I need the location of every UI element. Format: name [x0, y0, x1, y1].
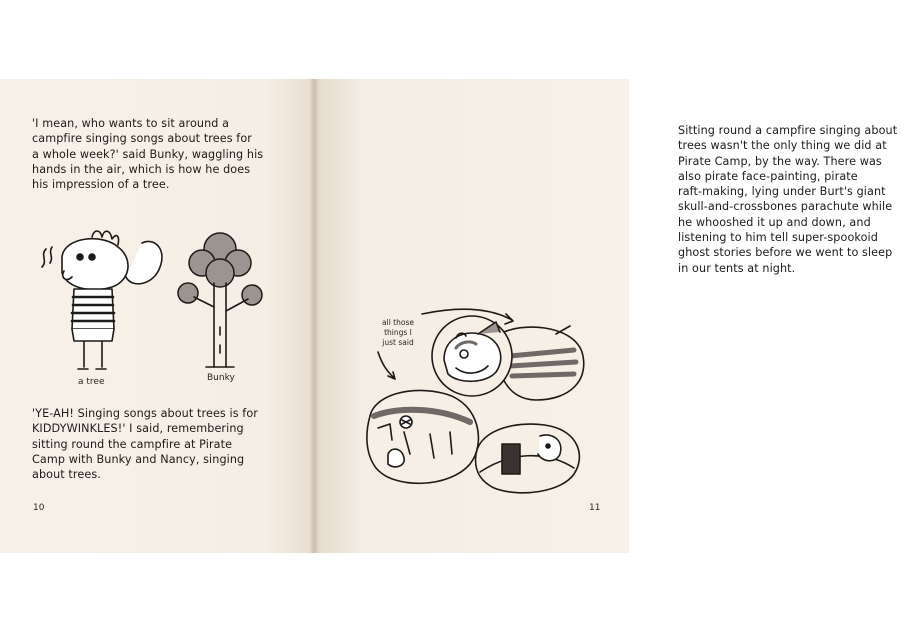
tree-illustration	[170, 227, 280, 377]
caption-bunky: Bunky	[207, 373, 235, 383]
illustration-note: all those things I just said	[382, 318, 414, 347]
open-book	[0, 79, 898, 553]
book-gutter	[309, 79, 319, 553]
caption-a-tree: a tree	[78, 377, 105, 387]
pirate-camp-illustration	[360, 304, 590, 504]
right-paragraph: Sitting round a campfire singing about trees wasn't the only thing we did at Pirate Camp, by the way. There was also pirate face-painting, pirate raft-making, lying under Burt's giant skull-and-crossbones parachute while he whooshed it up and down, and listening to him tell super-spookoid ghost stories before we went to sleep in our tents at night.	[678, 124, 898, 275]
left-page	[0, 79, 314, 553]
left-page-number: 10	[33, 503, 45, 513]
right-page-number: 11	[589, 503, 601, 513]
left-paragraph-2: 'YE-AH! Singing songs about trees is for KIDDYWINKLES!' I said, remembering sitting round the campfire at Pirate Camp with Bunky and Nancy, singing about trees.	[32, 407, 258, 482]
boy-illustration	[22, 227, 172, 377]
left-paragraph-1: 'I mean, who wants to sit around a campfire singing songs about trees for a whole week?' said Bunky, waggling his hands in the air, which is how he does his impression of a tree.	[32, 117, 264, 192]
